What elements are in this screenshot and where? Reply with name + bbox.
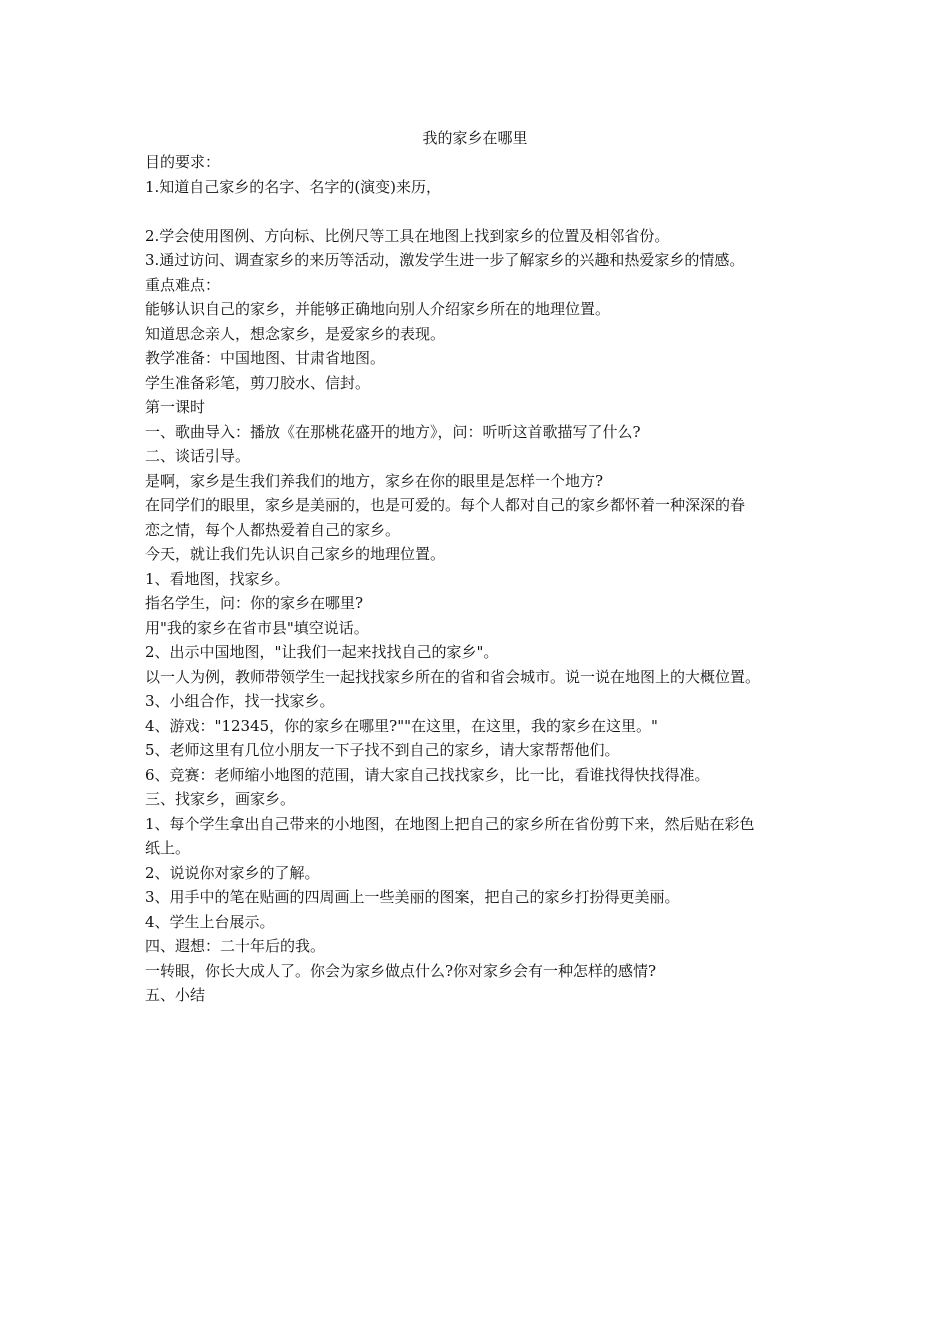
paragraph-line: 3、用手中的笔在贴画的四周画上一些美丽的图案，把自己的家乡打扮得更美丽。 [145, 888, 680, 906]
step-6-competition: 6、竞赛：老师缩小地图的范围，请大家自己找找家乡，比一比，看谁找得快找得准。 [145, 765, 710, 784]
step-2-heading: 2、出示中国地图，"让我们一起来找找自己的家乡"。 [145, 643, 499, 661]
step-1-heading: 1、看地图，找家乡。 [145, 569, 290, 588]
document-title: 我的家乡在哪里 [422, 129, 528, 147]
paragraph-line: 用"我的家乡在省市县"填空说话。 [145, 618, 369, 637]
paragraph-line: 恋之情，每个人都热爱着自己的家乡。 [145, 520, 401, 539]
objective-1: 1.知道自己家乡的名字、名字的(演变)来历， [145, 177, 442, 196]
paragraph-line: 纸上。 [145, 839, 191, 857]
part-5-summary-heading: 五、小结 [145, 986, 206, 1004]
lesson-heading: 第一课时 [145, 398, 206, 416]
paragraph-line: 2、说说你对家乡的了解。 [145, 863, 320, 882]
student-preparation: 学生准备彩笔，剪刀胶水、信封。 [145, 373, 371, 392]
paragraph-line: 今天，就让我们先认识自己家乡的地理位置。 [145, 545, 446, 563]
blank-line [145, 199, 820, 224]
section-heading-objectives: 目的要求： [145, 153, 221, 171]
paragraph-line: 一转眼，你长大成人了。你会为家乡做点什么?你对家乡会有一种怎样的感情? [145, 961, 657, 980]
step-3-heading: 3、小组合作，找一找家乡。 [145, 692, 335, 710]
paragraph-line: 在同学们的眼里，家乡是美丽的，也是可爱的。每个人都对自己的家乡都怀着一种深深的眷 [145, 496, 746, 514]
section-heading-key-points: 重点难点： [145, 275, 221, 294]
step-5: 5、老师这里有几位小朋友一下子找不到自己的家乡，请大家帮帮他们。 [145, 741, 620, 759]
paragraph-line: 4、学生上台展示。 [145, 912, 275, 931]
paragraph-line: 1、每个学生拿出自己带来的小地图，在地图上把自己的家乡所在省份剪下来，然后贴在彩色 [145, 814, 755, 833]
part-1-song-intro: 一、歌曲导入：播放《在那桃花盛开的地方》，问：听听这首歌描写了什么? [145, 422, 641, 441]
paragraph-line: 指名学生，问：你的家乡在哪里? [145, 594, 364, 612]
part-4-heading: 四、遐想：二十年后的我。 [145, 937, 326, 955]
teaching-preparation: 教学准备：中国地图、甘肃省地图。 [145, 349, 386, 367]
objective-2: 2.学会使用图例、方向标、比例尺等工具在地图上找到家乡的位置及相邻省份。 [145, 226, 670, 245]
paragraph-line: 以一人为例，教师带领学生一起找找家乡所在的省和省会城市。说一说在地图上的大概位置。 [145, 667, 761, 686]
part-2-heading: 二、谈话引导。 [145, 447, 251, 465]
step-4-game: 4、游戏："12345，你的家乡在哪里?""在这里，在这里，我的家乡在这里。" [145, 716, 658, 735]
paragraph-line: 是啊，家乡是生我们养我们的地方，家乡在你的眼里是怎样一个地方? [145, 471, 604, 490]
objective-3: 3.通过访问、调查家乡的来历等活动，激发学生进一步了解家乡的兴趣和热爱家乡的情感。 [145, 251, 745, 269]
document-body [145, 150, 820, 1008]
key-point-1: 能够认识自己的家乡，并能够正确地向别人介绍家乡所在的地理位置。 [145, 300, 611, 318]
key-point-2: 知道思念亲人，想念家乡，是爱家乡的表现。 [145, 324, 446, 343]
part-3-heading: 三、找家乡，画家乡。 [145, 790, 296, 808]
